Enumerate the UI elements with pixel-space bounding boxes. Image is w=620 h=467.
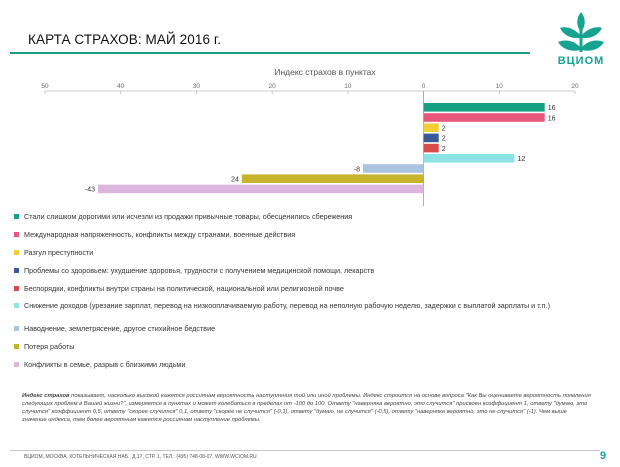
legend-label: Наводнение, землетрясение, другое стихийное бедствие — [24, 324, 216, 333]
legend-label: Проблемы со здоровьем: ухудшение здоровья, трудности с получением медицинской помощи, лекарств — [24, 266, 375, 275]
legend-label: Снижение доходов (урезание зарплат, перевод на низкооплачиваемую работу, перевод на неполную рабочую неделю, задержки с выплатой зарплаты и т.п.) — [24, 301, 550, 310]
bar — [424, 123, 439, 132]
legend-item — [14, 301, 584, 310]
legend-label: Потеря работы — [24, 342, 75, 351]
legend-swatch — [14, 232, 19, 237]
legend-item — [14, 248, 584, 257]
legend-item — [14, 230, 584, 239]
bar — [424, 144, 439, 153]
legend-item — [14, 266, 584, 275]
legend-swatch — [14, 286, 19, 291]
x-tick-label: 0 — [421, 83, 426, 90]
x-tick-label: 20 — [571, 83, 579, 90]
legend-label: Беспорядки, конфликты внутри страны на политической, национальной или религиозной почве — [24, 284, 344, 293]
bar-value-label: 2 — [441, 135, 446, 143]
bar — [424, 154, 515, 163]
legend-item — [14, 360, 584, 369]
page-number: 9 — [600, 450, 607, 462]
legend-item — [14, 324, 584, 333]
legend-label: Международная напряженность, конфликты между странами, военные действия — [24, 230, 296, 239]
legend-item — [14, 342, 584, 351]
bar — [424, 134, 439, 143]
x-tick-label: 20 — [268, 83, 276, 90]
note-bold: Индекс страхов — [22, 393, 70, 399]
x-tick-label: 50 — [41, 83, 49, 90]
bar-value-label: -8 — [353, 166, 360, 174]
page-title: КАРТА СТРАХОВ: МАЙ 2016 г. — [28, 32, 222, 47]
bar-value-label: 16 — [547, 115, 556, 123]
logo-text: ВЦИОМ — [557, 55, 605, 67]
legend-item — [14, 284, 584, 293]
legend-swatch — [14, 362, 19, 367]
x-tick-label: 10 — [344, 83, 352, 90]
fear-index-chart — [0, 60, 620, 210]
bar-value-label: 24 — [231, 176, 239, 184]
bar — [98, 185, 424, 194]
title-underline — [10, 52, 530, 54]
legend-swatch — [14, 250, 19, 255]
bar — [242, 174, 424, 183]
footer-text: ВЦИОМ, МОСКВА, КОТЕЛЬНИЧЕСКАЯ НАБ., Д.17, СТР. 1, ТЕЛ.: (495) 748-08-07, WWW.WCIOM.RU — [24, 454, 257, 460]
legend-swatch — [14, 303, 19, 308]
legend-item — [14, 212, 584, 221]
bar — [363, 164, 424, 173]
bar-value-label: 2 — [441, 125, 446, 133]
bar — [424, 103, 545, 112]
legend-label: Стали слишком дорогими или исчезли из продажи привычные товары, обесценились сбережения — [24, 212, 353, 221]
chart-title: Индекс страхов в пунктах — [274, 67, 376, 77]
bar — [424, 113, 545, 122]
x-tick-label: 30 — [192, 83, 201, 90]
bar-value-label: 16 — [547, 105, 556, 113]
legend-swatch — [14, 268, 19, 273]
legend-swatch — [14, 214, 19, 219]
methodology-note — [22, 392, 592, 424]
legend-label: Разгул преступности — [24, 248, 94, 257]
legend-swatch — [14, 326, 19, 331]
x-tick-label: 10 — [495, 83, 503, 90]
note-text: показывает, насколько высокой кажется россиянам вероятность наступления той или иной проблемы. Индекс строится на основе вопроса "Как Вы оцениваете вероятность появления следующих проблем в Вашей жизни?", измеряется в пунктах и может колебаться в пределах от -100 до 100. Ответу "наверняка вероятно, это случится" присвоен коэффициент 1, ответу "думаю, это случится" коэффициент 0,5, ответу "скорее случится" 0,1, ответу "скорее не случится" (-0,1), ответу "думаю, не случится" (-0,5), ответу "наверняка вероятно, это не случится" (-1). Чем выше значение индекса, тем более вероятным кажется россиянам наступление проблемы. — [22, 393, 591, 423]
legend-label: Конфликты в семье, разрыв с близкими людьми — [24, 360, 186, 369]
bar-value-label: 2 — [441, 145, 446, 153]
bar-value-label: 12 — [517, 156, 526, 164]
x-tick-label: 40 — [117, 83, 125, 90]
bar-value-label: -43 — [84, 186, 95, 194]
legend-swatch — [14, 344, 19, 349]
footer-divider — [10, 450, 600, 451]
